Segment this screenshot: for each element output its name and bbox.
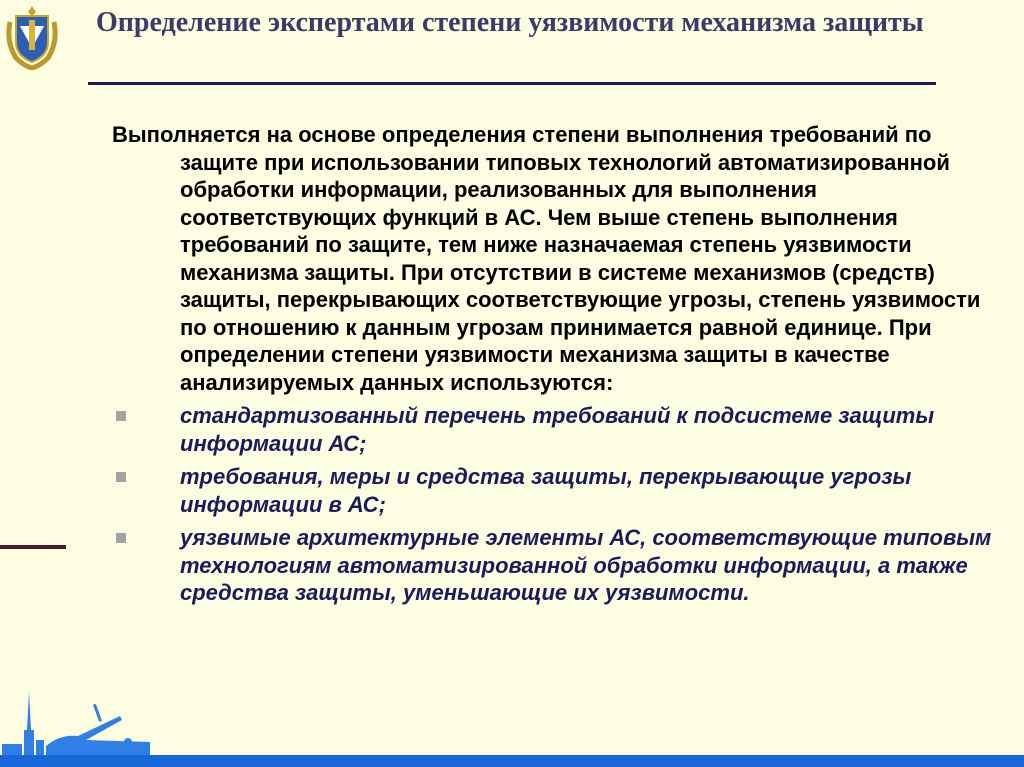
bullet-text: требования, меры и средства защиты, перекрывающие угрозы информации в АС; <box>180 464 912 517</box>
slide-title: Определение экспертами степени уязвимости механизма защиты <box>96 7 924 38</box>
side-divider <box>0 545 66 549</box>
slide-body <box>112 121 1012 613</box>
crest-emblem-icon <box>2 2 62 70</box>
bullet-text: стандартизованный перечень требований к подсистеме защиты информации АС; <box>180 403 935 456</box>
square-bullet-icon <box>116 411 126 421</box>
city-skyline-icon <box>0 690 160 756</box>
bullet-item <box>112 524 1012 607</box>
title-underline <box>88 82 936 85</box>
bullet-list <box>112 402 1012 607</box>
bullet-item <box>112 463 1012 518</box>
square-bullet-icon <box>116 472 126 482</box>
intro-paragraph: Выполняется на основе определения степени выполнения требований по защите при использовании типовых технологий автоматизированной обработки информации, реализованных для выполнения соответствующих функций в АС. Чем выше степень выполнения требований по защите, тем ниже назначаемая степень уязвимости механизма защиты. При отсутствии в системе механизмов (средств) защиты, перекрывающих соответствующие угрозы, степень уязвимости по отношению к данным угрозам принимается равной единице. При определении степени уязвимости механизма защиты в качестве анализируемых данных используются: <box>112 122 981 395</box>
bottom-accent-band <box>0 755 1024 767</box>
square-bullet-icon <box>116 533 126 543</box>
bullet-item <box>112 402 1012 457</box>
bullet-text: уязвимые архитектурные элементы АС, соответствующие типовым технологиям автоматизированной обработки информации, а также средства защиты, уменьшающие их уязвимости. <box>180 525 992 605</box>
